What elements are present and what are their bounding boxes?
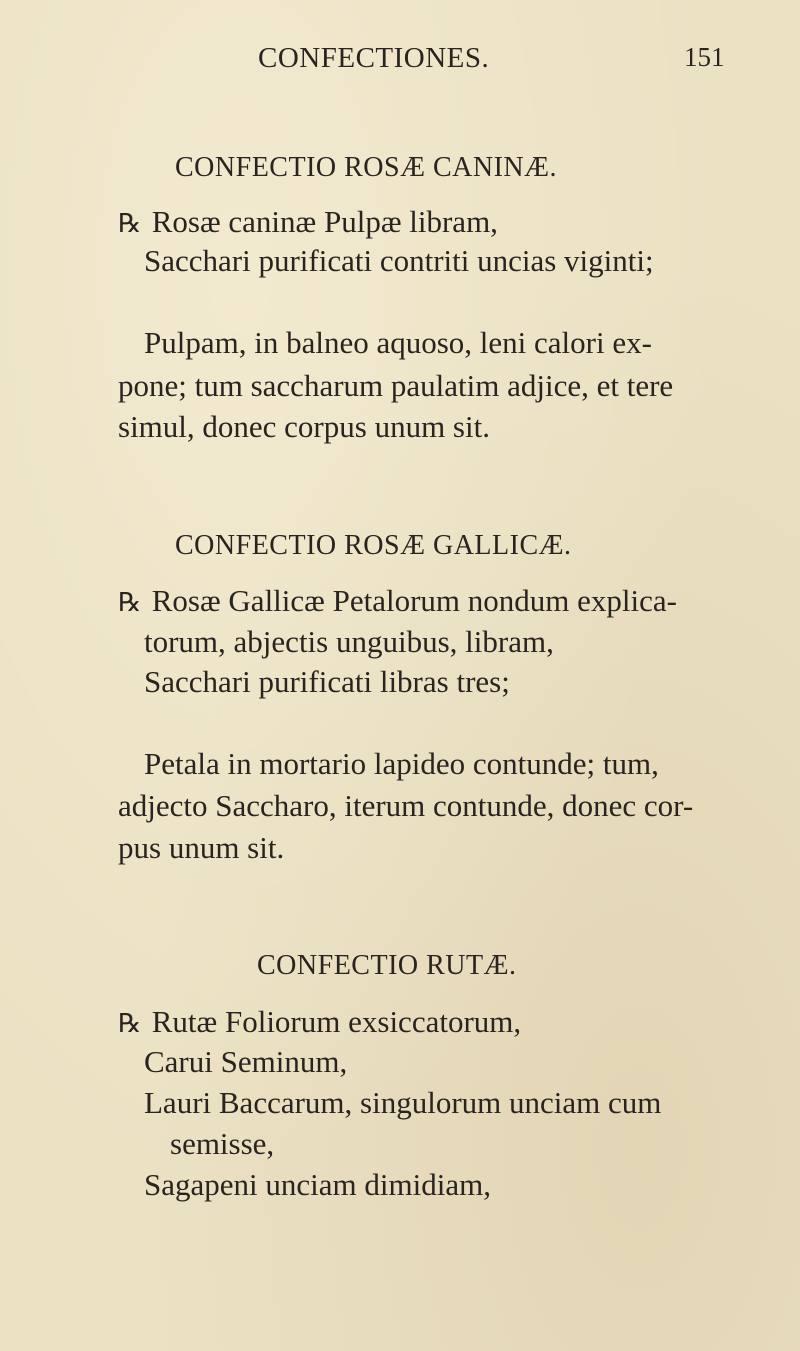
ingredient-line: Sacchari purificati libras tres; bbox=[144, 664, 510, 699]
ingredient-line: torum, abjectis unguibus, libram, bbox=[144, 624, 554, 659]
page-number: 151 bbox=[684, 42, 725, 72]
direction-line: simul, donec corpus unum sit. bbox=[118, 409, 490, 444]
ingredient-text: Rosæ caninæ Pulpæ libram, bbox=[151, 204, 498, 239]
section-title-rosae-caninae: CONFECTIO ROSÆ CANINÆ. bbox=[175, 152, 558, 183]
ingredient-line bbox=[118, 206, 498, 237]
ingredient-line bbox=[118, 585, 677, 616]
direction-line: Pulpam, in balneo aquoso, leni calori ex- bbox=[144, 325, 652, 360]
running-title: CONFECTIONES. bbox=[258, 42, 490, 74]
ingredient-line: Carui Seminum, bbox=[144, 1044, 348, 1079]
page-header bbox=[0, 42, 800, 82]
direction-line: Petala in mortario lapideo contunde; tum, bbox=[144, 746, 659, 781]
ingredient-text: Rutæ Foliorum exsiccatorum, bbox=[151, 1004, 522, 1039]
ingredient-line bbox=[118, 1006, 521, 1037]
recipe-symbol: ℞ bbox=[118, 588, 142, 617]
section-title-rutae: CONFECTIO RUTÆ. bbox=[257, 950, 517, 981]
section-title-rosae-gallicae: CONFECTIO ROSÆ GALLICÆ. bbox=[175, 530, 572, 561]
direction-line: pus unum sit. bbox=[118, 830, 285, 865]
recipe-symbol: ℞ bbox=[118, 209, 142, 238]
ingredient-line: semisse, bbox=[170, 1126, 275, 1161]
ingredient-line: Sacchari purificati contriti uncias viginti; bbox=[144, 243, 654, 278]
recipe-symbol: ℞ bbox=[118, 1009, 142, 1038]
direction-line: adjecto Saccharo, iterum contunde, donec cor- bbox=[118, 788, 694, 823]
direction-line: pone; tum saccharum paulatim adjice, et tere bbox=[118, 368, 674, 403]
ingredient-text: Rosæ Gallicæ Petalorum nondum explica- bbox=[151, 583, 677, 618]
ingredient-line: Lauri Baccarum, singulorum unciam cum bbox=[144, 1085, 662, 1120]
ingredient-line: Sagapeni unciam dimidiam, bbox=[144, 1167, 491, 1202]
